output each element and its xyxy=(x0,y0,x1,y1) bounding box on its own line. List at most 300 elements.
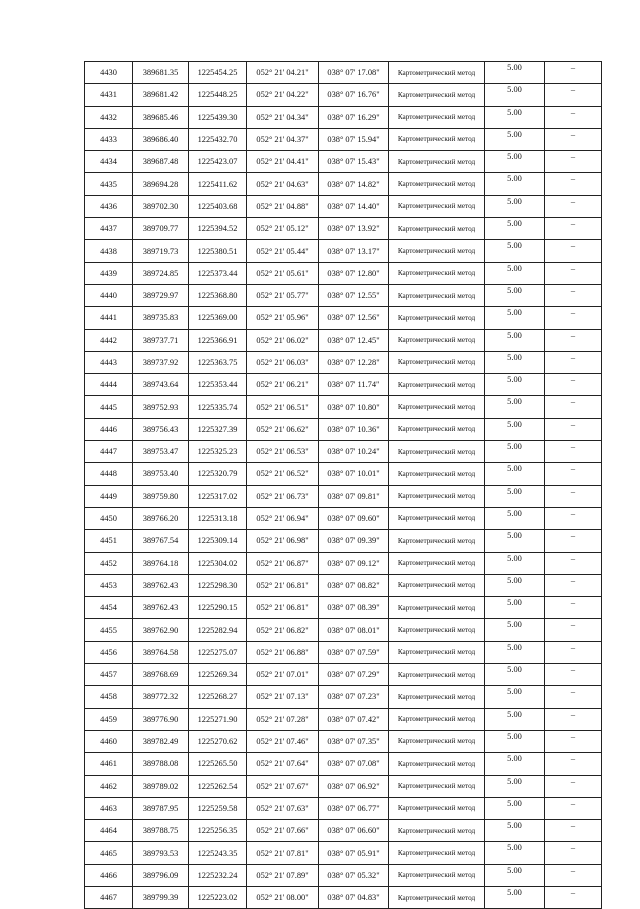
x-coordinate-cell: 389743.64 xyxy=(133,374,189,396)
point-number-cell: 4463 xyxy=(85,797,133,819)
accuracy-cell: 5.00 xyxy=(485,886,545,908)
accuracy-cell: 5.00 xyxy=(485,507,545,529)
table-row xyxy=(85,151,602,173)
description-cell: – xyxy=(545,240,602,262)
description-cell: – xyxy=(545,151,602,173)
x-coordinate-cell: 389762.43 xyxy=(133,574,189,596)
description-cell: – xyxy=(545,463,602,485)
accuracy-cell: 5.00 xyxy=(485,842,545,864)
table-row xyxy=(85,664,602,686)
x-coordinate-cell: 389752.93 xyxy=(133,396,189,418)
description-cell: – xyxy=(545,507,602,529)
description-cell: – xyxy=(545,886,602,908)
point-number-cell: 4434 xyxy=(85,151,133,173)
method-cell: Картометрический метод xyxy=(389,218,485,240)
x-coordinate-cell: 389788.75 xyxy=(133,820,189,842)
y-coordinate-cell: 1225313.18 xyxy=(189,507,247,529)
y-coordinate-cell: 1225232.24 xyxy=(189,864,247,886)
y-coordinate-cell: 1225327.39 xyxy=(189,418,247,440)
y-coordinate-cell: 1225290.15 xyxy=(189,597,247,619)
table-row xyxy=(85,574,602,596)
method-cell: Картометрический метод xyxy=(389,552,485,574)
x-coordinate-cell: 389767.54 xyxy=(133,530,189,552)
accuracy-cell: 5.00 xyxy=(485,173,545,195)
x-coordinate-cell: 389759.80 xyxy=(133,485,189,507)
point-number-cell: 4431 xyxy=(85,84,133,106)
y-coordinate-cell: 1225223.02 xyxy=(189,886,247,908)
accuracy-cell: 5.00 xyxy=(485,730,545,752)
latitude-cell: 052° 21' 06.81" xyxy=(247,574,319,596)
x-coordinate-cell: 389685.46 xyxy=(133,106,189,128)
description-cell: – xyxy=(545,820,602,842)
longitude-cell: 038° 07' 16.76" xyxy=(319,84,389,106)
x-coordinate-cell: 389681.35 xyxy=(133,62,189,84)
method-cell: Картометрический метод xyxy=(389,507,485,529)
accuracy-cell: 5.00 xyxy=(485,597,545,619)
description-cell: – xyxy=(545,574,602,596)
method-cell: Картометрический метод xyxy=(389,886,485,908)
longitude-cell: 038° 07' 06.60" xyxy=(319,820,389,842)
table-row xyxy=(85,240,602,262)
table-row xyxy=(85,730,602,752)
longitude-cell: 038° 07' 12.55" xyxy=(319,284,389,306)
latitude-cell: 052° 21' 07.01" xyxy=(247,664,319,686)
x-coordinate-cell: 389687.48 xyxy=(133,151,189,173)
table-row xyxy=(85,597,602,619)
description-cell: – xyxy=(545,441,602,463)
longitude-cell: 038° 07' 12.28" xyxy=(319,351,389,373)
point-number-cell: 4453 xyxy=(85,574,133,596)
latitude-cell: 052° 21' 04.34" xyxy=(247,106,319,128)
latitude-cell: 052° 21' 07.46" xyxy=(247,730,319,752)
method-cell: Картометрический метод xyxy=(389,374,485,396)
x-coordinate-cell: 389724.85 xyxy=(133,262,189,284)
longitude-cell: 038° 07' 12.56" xyxy=(319,307,389,329)
accuracy-cell: 5.00 xyxy=(485,62,545,84)
method-cell: Картометрический метод xyxy=(389,195,485,217)
table-row xyxy=(85,374,602,396)
x-coordinate-cell: 389737.71 xyxy=(133,329,189,351)
longitude-cell: 038° 07' 07.29" xyxy=(319,664,389,686)
latitude-cell: 052° 21' 04.21" xyxy=(247,62,319,84)
method-cell: Картометрический метод xyxy=(389,797,485,819)
y-coordinate-cell: 1225304.02 xyxy=(189,552,247,574)
table-row xyxy=(85,686,602,708)
accuracy-cell: 5.00 xyxy=(485,262,545,284)
method-cell: Картометрический метод xyxy=(389,262,485,284)
longitude-cell: 038° 07' 09.39" xyxy=(319,530,389,552)
accuracy-cell: 5.00 xyxy=(485,641,545,663)
description-cell: – xyxy=(545,329,602,351)
longitude-cell: 038° 07' 07.42" xyxy=(319,708,389,730)
latitude-cell: 052° 21' 07.64" xyxy=(247,753,319,775)
x-coordinate-cell: 389796.09 xyxy=(133,864,189,886)
longitude-cell: 038° 07' 15.94" xyxy=(319,128,389,150)
y-coordinate-cell: 1225363.75 xyxy=(189,351,247,373)
table-row xyxy=(85,775,602,797)
y-coordinate-cell: 1225309.14 xyxy=(189,530,247,552)
method-cell: Картометрический метод xyxy=(389,463,485,485)
point-number-cell: 4448 xyxy=(85,463,133,485)
description-cell: – xyxy=(545,218,602,240)
description-cell: – xyxy=(545,374,602,396)
table-row xyxy=(85,864,602,886)
description-cell: – xyxy=(545,351,602,373)
latitude-cell: 052° 21' 06.21" xyxy=(247,374,319,396)
point-number-cell: 4443 xyxy=(85,351,133,373)
y-coordinate-cell: 1225353.44 xyxy=(189,374,247,396)
description-cell: – xyxy=(545,552,602,574)
longitude-cell: 038° 07' 10.80" xyxy=(319,396,389,418)
latitude-cell: 052° 21' 06.82" xyxy=(247,619,319,641)
y-coordinate-cell: 1225423.07 xyxy=(189,151,247,173)
latitude-cell: 052° 21' 08.00" xyxy=(247,886,319,908)
point-number-cell: 4445 xyxy=(85,396,133,418)
accuracy-cell: 5.00 xyxy=(485,753,545,775)
latitude-cell: 052° 21' 06.88" xyxy=(247,641,319,663)
method-cell: Картометрический метод xyxy=(389,240,485,262)
accuracy-cell: 5.00 xyxy=(485,619,545,641)
latitude-cell: 052° 21' 06.87" xyxy=(247,552,319,574)
table-row xyxy=(85,128,602,150)
longitude-cell: 038° 07' 15.43" xyxy=(319,151,389,173)
x-coordinate-cell: 389719.73 xyxy=(133,240,189,262)
longitude-cell: 038° 07' 10.36" xyxy=(319,418,389,440)
accuracy-cell: 5.00 xyxy=(485,195,545,217)
method-cell: Картометрический метод xyxy=(389,753,485,775)
latitude-cell: 052° 21' 04.41" xyxy=(247,151,319,173)
point-number-cell: 4446 xyxy=(85,418,133,440)
x-coordinate-cell: 389799.39 xyxy=(133,886,189,908)
accuracy-cell: 5.00 xyxy=(485,441,545,463)
latitude-cell: 052° 21' 07.67" xyxy=(247,775,319,797)
method-cell: Картометрический метод xyxy=(389,441,485,463)
y-coordinate-cell: 1225411.62 xyxy=(189,173,247,195)
coordinates-table xyxy=(84,61,602,909)
point-number-cell: 4442 xyxy=(85,329,133,351)
latitude-cell: 052° 21' 06.94" xyxy=(247,507,319,529)
y-coordinate-cell: 1225282.94 xyxy=(189,619,247,641)
point-number-cell: 4439 xyxy=(85,262,133,284)
latitude-cell: 052° 21' 07.63" xyxy=(247,797,319,819)
longitude-cell: 038° 07' 12.80" xyxy=(319,262,389,284)
y-coordinate-cell: 1225439.30 xyxy=(189,106,247,128)
description-cell: – xyxy=(545,775,602,797)
table-row xyxy=(85,842,602,864)
longitude-cell: 038° 07' 13.17" xyxy=(319,240,389,262)
description-cell: – xyxy=(545,530,602,552)
x-coordinate-cell: 389702.30 xyxy=(133,195,189,217)
latitude-cell: 052° 21' 06.98" xyxy=(247,530,319,552)
y-coordinate-cell: 1225243.35 xyxy=(189,842,247,864)
accuracy-cell: 5.00 xyxy=(485,418,545,440)
table-row xyxy=(85,619,602,641)
accuracy-cell: 5.00 xyxy=(485,686,545,708)
longitude-cell: 038° 07' 10.24" xyxy=(319,441,389,463)
table-row xyxy=(85,753,602,775)
description-cell: – xyxy=(545,262,602,284)
y-coordinate-cell: 1225259.58 xyxy=(189,797,247,819)
accuracy-cell: 5.00 xyxy=(485,396,545,418)
table-row xyxy=(85,396,602,418)
point-number-cell: 4451 xyxy=(85,530,133,552)
longitude-cell: 038° 07' 06.92" xyxy=(319,775,389,797)
table-row xyxy=(85,218,602,240)
y-coordinate-cell: 1225269.34 xyxy=(189,664,247,686)
accuracy-cell: 5.00 xyxy=(485,552,545,574)
x-coordinate-cell: 389764.18 xyxy=(133,552,189,574)
description-cell: – xyxy=(545,730,602,752)
table-row xyxy=(85,552,602,574)
accuracy-cell: 5.00 xyxy=(485,797,545,819)
table-row xyxy=(85,351,602,373)
point-number-cell: 4461 xyxy=(85,753,133,775)
point-number-cell: 4458 xyxy=(85,686,133,708)
method-cell: Картометрический метод xyxy=(389,418,485,440)
table-row xyxy=(85,173,602,195)
point-number-cell: 4447 xyxy=(85,441,133,463)
accuracy-cell: 5.00 xyxy=(485,329,545,351)
point-number-cell: 4444 xyxy=(85,374,133,396)
method-cell: Картометрический метод xyxy=(389,106,485,128)
method-cell: Картометрический метод xyxy=(389,574,485,596)
y-coordinate-cell: 1225373.44 xyxy=(189,262,247,284)
x-coordinate-cell: 389772.32 xyxy=(133,686,189,708)
accuracy-cell: 5.00 xyxy=(485,307,545,329)
x-coordinate-cell: 389787.95 xyxy=(133,797,189,819)
longitude-cell: 038° 07' 09.60" xyxy=(319,507,389,529)
latitude-cell: 052° 21' 06.51" xyxy=(247,396,319,418)
longitude-cell: 038° 07' 09.81" xyxy=(319,485,389,507)
x-coordinate-cell: 389788.08 xyxy=(133,753,189,775)
description-cell: – xyxy=(545,284,602,306)
method-cell: Картометрический метод xyxy=(389,619,485,641)
longitude-cell: 038° 07' 07.08" xyxy=(319,753,389,775)
latitude-cell: 052° 21' 07.66" xyxy=(247,820,319,842)
latitude-cell: 052° 21' 06.02" xyxy=(247,329,319,351)
accuracy-cell: 5.00 xyxy=(485,530,545,552)
description-cell: – xyxy=(545,708,602,730)
description-cell: – xyxy=(545,864,602,886)
description-cell: – xyxy=(545,686,602,708)
table-row xyxy=(85,485,602,507)
accuracy-cell: 5.00 xyxy=(485,218,545,240)
longitude-cell: 038° 07' 05.91" xyxy=(319,842,389,864)
y-coordinate-cell: 1225320.79 xyxy=(189,463,247,485)
accuracy-cell: 5.00 xyxy=(485,664,545,686)
point-number-cell: 4464 xyxy=(85,820,133,842)
longitude-cell: 038° 07' 07.23" xyxy=(319,686,389,708)
description-cell: – xyxy=(545,641,602,663)
longitude-cell: 038° 07' 11.74" xyxy=(319,374,389,396)
accuracy-cell: 5.00 xyxy=(485,708,545,730)
table-row xyxy=(85,507,602,529)
longitude-cell: 038° 07' 12.45" xyxy=(319,329,389,351)
x-coordinate-cell: 389729.97 xyxy=(133,284,189,306)
accuracy-cell: 5.00 xyxy=(485,775,545,797)
longitude-cell: 038° 07' 14.40" xyxy=(319,195,389,217)
y-coordinate-cell: 1225271.90 xyxy=(189,708,247,730)
point-number-cell: 4433 xyxy=(85,128,133,150)
point-number-cell: 4459 xyxy=(85,708,133,730)
point-number-cell: 4436 xyxy=(85,195,133,217)
y-coordinate-cell: 1225380.51 xyxy=(189,240,247,262)
y-coordinate-cell: 1225325.23 xyxy=(189,441,247,463)
x-coordinate-cell: 389681.42 xyxy=(133,84,189,106)
method-cell: Картометрический метод xyxy=(389,864,485,886)
method-cell: Картометрический метод xyxy=(389,775,485,797)
y-coordinate-cell: 1225394.52 xyxy=(189,218,247,240)
table-row xyxy=(85,886,602,908)
point-number-cell: 4432 xyxy=(85,106,133,128)
x-coordinate-cell: 389709.77 xyxy=(133,218,189,240)
accuracy-cell: 5.00 xyxy=(485,485,545,507)
method-cell: Картометрический метод xyxy=(389,84,485,106)
latitude-cell: 052° 21' 07.28" xyxy=(247,708,319,730)
y-coordinate-cell: 1225454.25 xyxy=(189,62,247,84)
longitude-cell: 038° 07' 14.82" xyxy=(319,173,389,195)
latitude-cell: 052° 21' 06.73" xyxy=(247,485,319,507)
table-row xyxy=(85,418,602,440)
description-cell: – xyxy=(545,396,602,418)
table-row xyxy=(85,195,602,217)
x-coordinate-cell: 389735.83 xyxy=(133,307,189,329)
longitude-cell: 038° 07' 06.77" xyxy=(319,797,389,819)
method-cell: Картометрический метод xyxy=(389,641,485,663)
method-cell: Картометрический метод xyxy=(389,329,485,351)
description-cell: – xyxy=(545,128,602,150)
method-cell: Картометрический метод xyxy=(389,396,485,418)
table-row xyxy=(85,708,602,730)
table-row xyxy=(85,329,602,351)
latitude-cell: 052° 21' 05.77" xyxy=(247,284,319,306)
longitude-cell: 038° 07' 09.12" xyxy=(319,552,389,574)
method-cell: Картометрический метод xyxy=(389,530,485,552)
method-cell: Картометрический метод xyxy=(389,307,485,329)
x-coordinate-cell: 389753.40 xyxy=(133,463,189,485)
point-number-cell: 4449 xyxy=(85,485,133,507)
x-coordinate-cell: 389686.40 xyxy=(133,128,189,150)
method-cell: Картометрический метод xyxy=(389,820,485,842)
table-row xyxy=(85,284,602,306)
method-cell: Картометрический метод xyxy=(389,284,485,306)
accuracy-cell: 5.00 xyxy=(485,574,545,596)
table-row xyxy=(85,106,602,128)
point-number-cell: 4440 xyxy=(85,284,133,306)
x-coordinate-cell: 389768.69 xyxy=(133,664,189,686)
point-number-cell: 4465 xyxy=(85,842,133,864)
longitude-cell: 038° 07' 10.01" xyxy=(319,463,389,485)
x-coordinate-cell: 389764.58 xyxy=(133,641,189,663)
description-cell: – xyxy=(545,106,602,128)
point-number-cell: 4460 xyxy=(85,730,133,752)
table-row xyxy=(85,62,602,84)
point-number-cell: 4466 xyxy=(85,864,133,886)
description-cell: – xyxy=(545,842,602,864)
method-cell: Картометрический метод xyxy=(389,128,485,150)
method-cell: Картометрический метод xyxy=(389,151,485,173)
latitude-cell: 052° 21' 06.52" xyxy=(247,463,319,485)
x-coordinate-cell: 389762.43 xyxy=(133,597,189,619)
point-number-cell: 4441 xyxy=(85,307,133,329)
accuracy-cell: 5.00 xyxy=(485,240,545,262)
y-coordinate-cell: 1225369.00 xyxy=(189,307,247,329)
latitude-cell: 052° 21' 06.03" xyxy=(247,351,319,373)
latitude-cell: 052° 21' 05.12" xyxy=(247,218,319,240)
point-number-cell: 4435 xyxy=(85,173,133,195)
x-coordinate-cell: 389776.90 xyxy=(133,708,189,730)
longitude-cell: 038° 07' 08.01" xyxy=(319,619,389,641)
latitude-cell: 052° 21' 04.22" xyxy=(247,84,319,106)
latitude-cell: 052° 21' 04.88" xyxy=(247,195,319,217)
method-cell: Картометрический метод xyxy=(389,173,485,195)
accuracy-cell: 5.00 xyxy=(485,128,545,150)
method-cell: Картометрический метод xyxy=(389,597,485,619)
method-cell: Картометрический метод xyxy=(389,351,485,373)
table-row xyxy=(85,441,602,463)
description-cell: – xyxy=(545,307,602,329)
y-coordinate-cell: 1225335.74 xyxy=(189,396,247,418)
method-cell: Картометрический метод xyxy=(389,686,485,708)
y-coordinate-cell: 1225268.27 xyxy=(189,686,247,708)
description-cell: – xyxy=(545,62,602,84)
latitude-cell: 052° 21' 07.89" xyxy=(247,864,319,886)
point-number-cell: 4456 xyxy=(85,641,133,663)
point-number-cell: 4467 xyxy=(85,886,133,908)
point-number-cell: 4454 xyxy=(85,597,133,619)
latitude-cell: 052° 21' 05.96" xyxy=(247,307,319,329)
y-coordinate-cell: 1225432.70 xyxy=(189,128,247,150)
table-row xyxy=(85,530,602,552)
description-cell: – xyxy=(545,753,602,775)
table-row xyxy=(85,797,602,819)
x-coordinate-cell: 389793.53 xyxy=(133,842,189,864)
description-cell: – xyxy=(545,485,602,507)
longitude-cell: 038° 07' 07.59" xyxy=(319,641,389,663)
x-coordinate-cell: 389782.49 xyxy=(133,730,189,752)
y-coordinate-cell: 1225317.02 xyxy=(189,485,247,507)
latitude-cell: 052° 21' 07.81" xyxy=(247,842,319,864)
longitude-cell: 038° 07' 07.35" xyxy=(319,730,389,752)
y-coordinate-cell: 1225368.80 xyxy=(189,284,247,306)
latitude-cell: 052° 21' 06.81" xyxy=(247,597,319,619)
y-coordinate-cell: 1225298.30 xyxy=(189,574,247,596)
y-coordinate-cell: 1225262.54 xyxy=(189,775,247,797)
latitude-cell: 052° 21' 05.61" xyxy=(247,262,319,284)
longitude-cell: 038° 07' 13.92" xyxy=(319,218,389,240)
accuracy-cell: 5.00 xyxy=(485,351,545,373)
accuracy-cell: 5.00 xyxy=(485,284,545,306)
accuracy-cell: 5.00 xyxy=(485,374,545,396)
x-coordinate-cell: 389762.90 xyxy=(133,619,189,641)
accuracy-cell: 5.00 xyxy=(485,463,545,485)
longitude-cell: 038° 07' 17.08" xyxy=(319,62,389,84)
point-number-cell: 4462 xyxy=(85,775,133,797)
description-cell: – xyxy=(545,173,602,195)
table-row xyxy=(85,307,602,329)
table-row xyxy=(85,262,602,284)
y-coordinate-cell: 1225265.50 xyxy=(189,753,247,775)
description-cell: – xyxy=(545,418,602,440)
accuracy-cell: 5.00 xyxy=(485,864,545,886)
y-coordinate-cell: 1225366.91 xyxy=(189,329,247,351)
x-coordinate-cell: 389756.43 xyxy=(133,418,189,440)
y-coordinate-cell: 1225270.62 xyxy=(189,730,247,752)
longitude-cell: 038° 07' 08.82" xyxy=(319,574,389,596)
accuracy-cell: 5.00 xyxy=(485,151,545,173)
point-number-cell: 4437 xyxy=(85,218,133,240)
method-cell: Картометрический метод xyxy=(389,842,485,864)
